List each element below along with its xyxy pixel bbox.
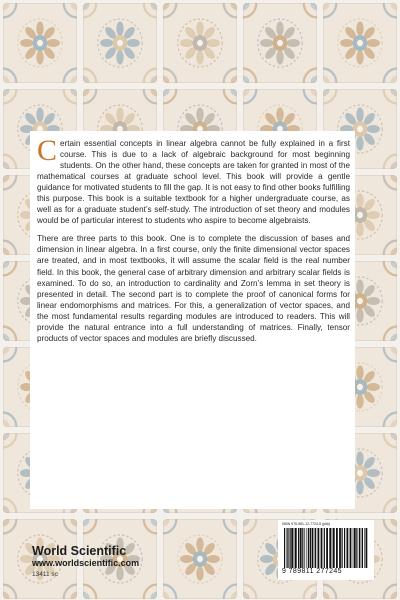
- barcode-bar: [332, 528, 333, 568]
- barcode-bar: [284, 528, 285, 568]
- barcode-bar: [342, 528, 343, 568]
- barcode-bar: [310, 528, 312, 568]
- description-paragraph-2: There are three parts to this book. One is to complete the discussion of bases and dimension in linear algebra. In a first course, only the finite dimensional vector spaces are treated, and in most textbooks, it will assume the scalar field is the real number field. In this book, the general case of arbitrary dimension and arbitrary scalar fields is examined. To do so, an introduction to cardinality and Zorn’s lemma in set theory is presented in detail. The second part is to complete the proof of canonical forms for linear endomorphisms and matrices. For this, a generalization of vector spaces, and the most fundamental results regarding modules are introduced to readers. This will provide the natural entrance into a full understanding of matrices. Finally, tensor products of vector spaces and modules are briefly discussed.: [37, 234, 350, 343]
- barcode-bar: [353, 528, 354, 568]
- barcode-bar: [302, 528, 303, 568]
- barcode-bar: [324, 528, 325, 568]
- barcode-bar: [312, 528, 313, 568]
- barcode-bar: [291, 528, 293, 568]
- isbn-label: ISBN 978-981-12-7724-5 (pbk): [282, 522, 331, 526]
- ornamental-tile: [243, 3, 317, 83]
- barcode-bar: [300, 528, 302, 568]
- barcode-bar: [339, 528, 341, 568]
- ornamental-tile: [323, 3, 397, 83]
- barcode-bar: [315, 528, 316, 568]
- publisher-block: [32, 544, 192, 579]
- publisher-name: World Scientific: [32, 544, 127, 558]
- isbn-barcode: [278, 520, 374, 580]
- barcode-bar: [321, 528, 323, 568]
- paragraph-1-text: ertain essential concepts in linear algebra cannot be fully explained in a first course. This is due to a lack of algebraic background for most beginning students. On the other hand, these concepts are taken for granted in most of the mathematical courses at graduate school level. This book will provide a gentle guidance for motivated students to fill the gap. It is not easy to find other books fulfilling this purpose. This book is a suitable textbook for a higher undergraduate course, as well as for a graduate student’s self-study. The introduction of set theory and modules would be of particular interest to students who aspire to become algebraists.: [37, 139, 350, 226]
- description-paragraph-1: [37, 134, 350, 226]
- barcode-bar: [361, 528, 362, 568]
- barcode-bar: [306, 528, 307, 568]
- barcode-bar: [294, 528, 295, 568]
- barcode-bar: [318, 528, 320, 568]
- ornamental-tile: [3, 3, 77, 83]
- book-description: [37, 134, 350, 351]
- barcode-bar: [295, 528, 297, 568]
- barcode-bar: [359, 528, 360, 568]
- ornamental-tile: [163, 3, 237, 83]
- barcode-bar: [344, 528, 345, 568]
- publisher-url: www.worldscientific.com: [32, 558, 140, 568]
- barcode-bar: [287, 528, 288, 568]
- barcode-bar: [290, 528, 291, 568]
- barcode-bar: [362, 528, 363, 568]
- catalog-code: 13411 sc: [32, 571, 58, 578]
- barcode-bar: [314, 528, 315, 568]
- barcode-bar: [350, 528, 352, 568]
- barcode-bar: [308, 528, 309, 568]
- barcode-bar: [288, 528, 289, 568]
- barcode-bar: [356, 528, 357, 568]
- barcode-bar: [326, 528, 328, 568]
- barcode-bars: [282, 528, 370, 568]
- barcode-bar: [329, 528, 331, 568]
- back-cover-text-panel: [30, 131, 355, 509]
- barcode-bar: [347, 528, 349, 568]
- isbn-digits: 9 789811 277245: [282, 568, 342, 575]
- barcode-bar: [364, 528, 365, 568]
- dropcap-letter: C: [37, 134, 58, 167]
- barcode-bar: [304, 528, 305, 568]
- barcode-bar: [333, 528, 335, 568]
- barcode-bar: [354, 528, 356, 568]
- barcode-bar: [366, 528, 368, 568]
- barcode-bar: [336, 528, 338, 568]
- barcode-bar: [298, 528, 299, 568]
- ornamental-tile: [83, 3, 157, 83]
